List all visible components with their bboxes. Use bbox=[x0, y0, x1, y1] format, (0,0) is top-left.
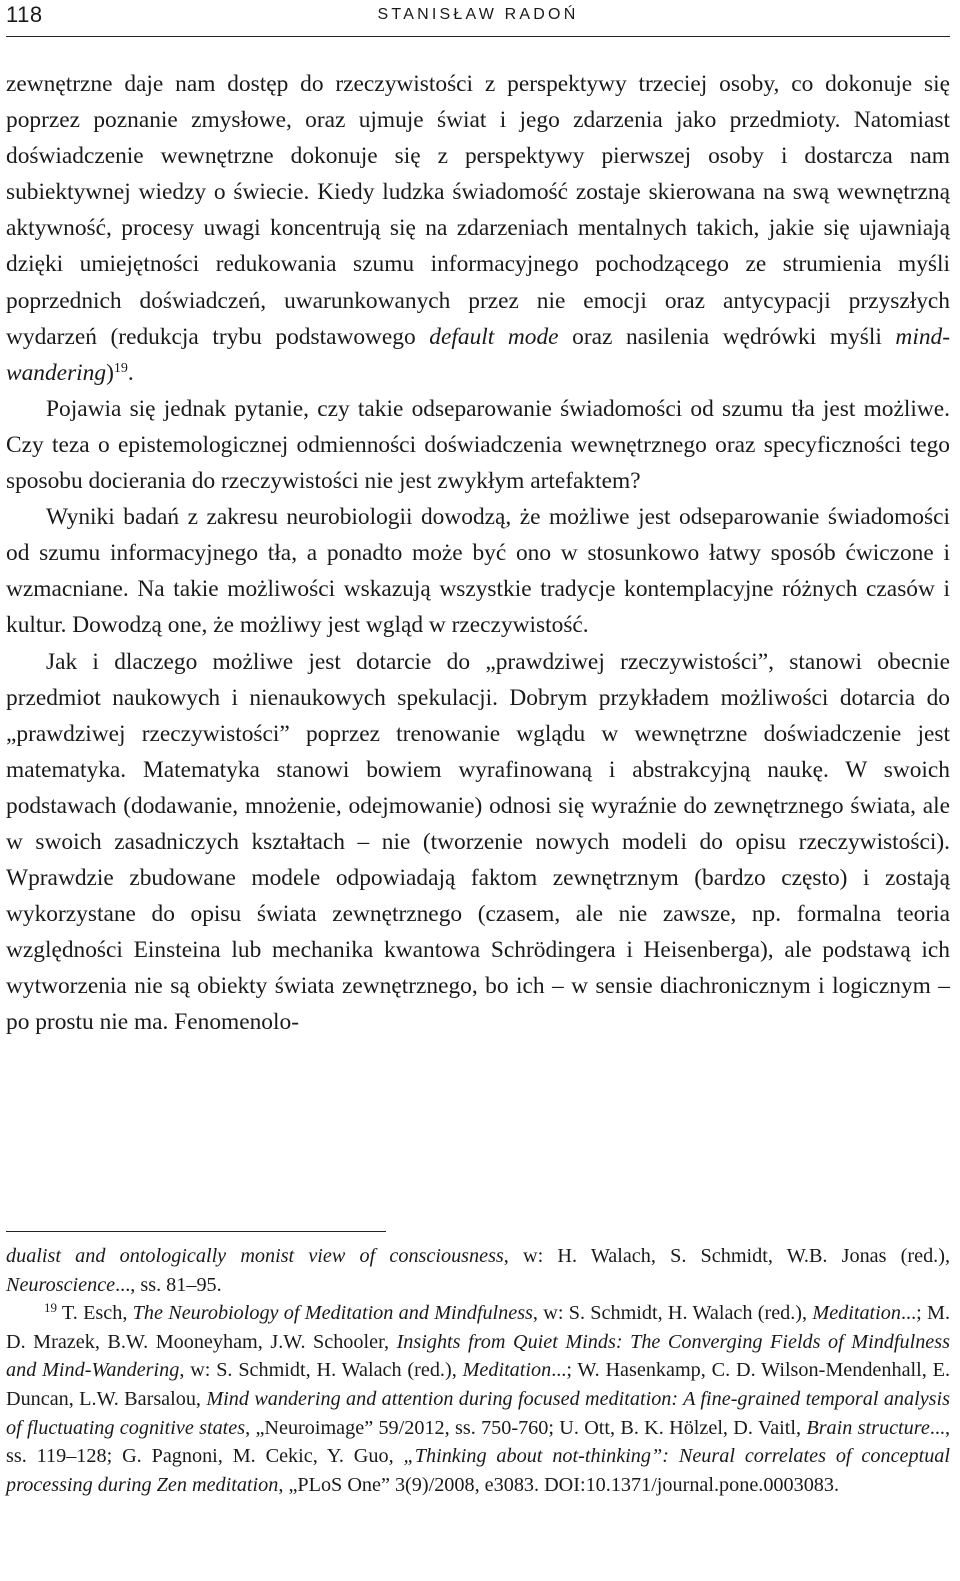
text-run: , w: S. Schmidt, H. Walach (red.), bbox=[532, 1302, 813, 1325]
body-text bbox=[6, 66, 950, 1041]
italic-title: The Neurobiology of Meditation and Mindfulness bbox=[132, 1302, 533, 1325]
text-run: ...; M. D. Mrazek, B.W. Mooneyham, J.W. Schooler, bbox=[6, 1302, 951, 1353]
text-run: , w: H. Walach, S. Schmidt, W.B. Jonas (red.), bbox=[503, 1245, 950, 1267]
footnote-continuation bbox=[6, 1242, 950, 1299]
footnote-19 bbox=[6, 1299, 950, 1499]
italic-term: mind-wandering bbox=[6, 323, 950, 386]
italic-title: Meditation bbox=[462, 1359, 552, 1382]
text-run: oraz nasilenia wędrówki myśli bbox=[558, 323, 896, 350]
paragraph-3: Wyniki badań z zakresu neurobiologii dowodzą, że możliwe jest odseparowanie świadomości od szumu informacyjnego tła, a ponadto może być ono w stosunkowo łatwy sposób ćwiczone i wzmacniane. Na takie możliwości wskazują wszystkie tradycje kontemplacyjne różnych czasów i kultur. Dowodzą one, że możliwy jest wgląd w rzeczywistość. bbox=[6, 504, 950, 639]
footnote-divider bbox=[6, 1231, 386, 1232]
footnote-number: 19 bbox=[44, 1300, 57, 1316]
text-run: ...; W. Hasenkamp, C. D. Wilson-Mendenhall, E. Duncan, L.W. Barsalou, bbox=[6, 1359, 951, 1410]
paragraph-2: Pojawia się jednak pytanie, czy takie odseparowanie świadomości od szumu tła jest możliwe. Czy teza o epistemologicznej odmienności doświadczenia wewnętrznego oraz specyficzności tego sposobu docierania do rzeczywistości nie jest zwykłym artefaktem? bbox=[6, 395, 950, 495]
page-number: 118 bbox=[6, 2, 43, 27]
text-run: zewnętrzne daje nam dostęp do rzeczywistości z perspektywy trzeciej osoby, co dokonuje się poprzez poznanie zmysłowe, oraz ujmuje świat i jego zdarzenia jako przedmioty. Natomiast doświadczenie wewnętrzne dokonuje się z perspektywy pierwszej osoby i dostarcza nam subiektywnej wiedzy o świecie. Kiedy ludzka świadomość zostaje skierowana na swą wewnętrzną aktywność, procesy uwagi koncentrują się na zdarzeniach mentalnych takich, jakie się ujawniają dzięki umiejętności redukowania szumu informacyjnego pochodzącego ze strumienia myśli poprzednich doświadczeń, uwarunkowanych przez nie emocji oraz antycypacji przyszłych wydarzeń (redukcja trybu podstawowego bbox=[6, 71, 950, 350]
footnote-reference: 19 bbox=[113, 360, 128, 376]
italic-title: Neuroscience bbox=[6, 1273, 116, 1296]
paragraph-1 bbox=[6, 66, 950, 391]
footnotes bbox=[6, 1242, 950, 1499]
text-run: ) bbox=[106, 359, 114, 386]
italic-title: Brain structure bbox=[806, 1416, 930, 1439]
italic-title: Meditation bbox=[812, 1302, 901, 1325]
running-head: STANISŁAW RADOŃ bbox=[377, 6, 579, 23]
text-run: , „Neuroimage” 59/2012, ss. 750-760; U. Ott, B. K. Hölzel, D. Vaitl, bbox=[245, 1416, 807, 1439]
italic-term: default mode bbox=[429, 323, 559, 350]
paragraph-4: Jak i dlaczego możliwe jest dotarcie do „prawdziwej rzeczywistości”, stanowi obecnie przedmiot naukowych i nienaukowych spekulacji. Dobrym przykładem możliwości dotarcia do „prawdziwej rzeczywistości” poprzez trenowanie wglądu w wewnętrzne doświadczenie jest matematyka. Matematyka stanowi bowiem wyrafinowaną i abstrakcyjną naukę. W swoich podstawach (dodawanie, mnożenie, odejmowanie) odnosi się wyraźnie do zewnętrznego świata, ale w swoich zasadniczych kształtach – nie (tworzenie nowych modeli do opisu rzeczywistości). Wprawdzie zbudowane modele odpowiadają faktom zewnętrznym (bardzo często) i zostają wykorzystane do opisu świata zewnętrznego (czasem, ale nie zawsze, np. formalna teoria względności Einsteina lub mechanika kwantowa Schrödingera i Heisenberga), ale podstawą ich wytworzenia nie są obiekty świata zewnętrznego, bo ich – w sensie diachronicznym i logicznym – po prostu nie ma. Fenomenolo- bbox=[6, 648, 950, 1036]
text-run: , w: S. Schmidt, H. Walach (red.), bbox=[179, 1359, 463, 1382]
text-run: , „PLoS One” 3(9)/2008, e3083. DOI:10.1371/journal.pone.0003083. bbox=[278, 1473, 840, 1496]
page-header bbox=[6, 0, 950, 37]
text-run: ..., ss. 81–95. bbox=[115, 1273, 222, 1296]
italic-title: dualist and ontologically monist view of consciousness bbox=[6, 1245, 504, 1267]
text-run: ..., ss. 119–128; G. Pagnoni, M. Cekic, Y. Guo, bbox=[6, 1416, 950, 1468]
text-run: . bbox=[127, 359, 134, 386]
italic-title: Mind wandering and attention during focused meditation: A fine-grained temporal analysis of fluctuating cognitive states bbox=[6, 1387, 950, 1439]
italic-title: „Thinking about not-thinking”: Neural correlates of conceptual processing during Zen meditation bbox=[6, 1445, 950, 1496]
text-run: T. Esch, bbox=[57, 1302, 133, 1325]
italic-title: Insights from Quiet Minds: The Converging Fields of Mindfulness and Mind-Wandering bbox=[6, 1330, 950, 1382]
